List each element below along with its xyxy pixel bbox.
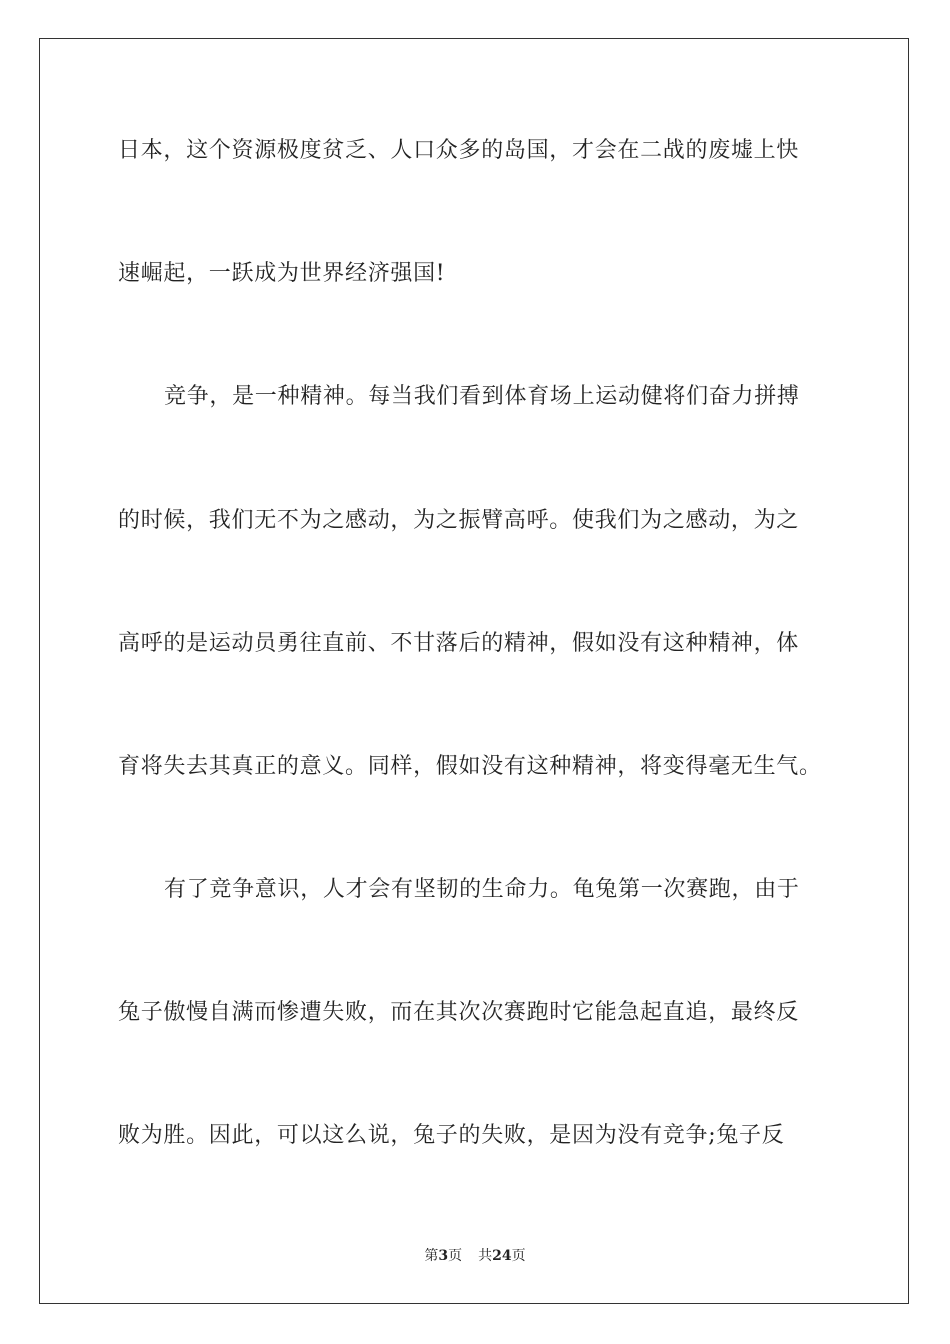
total-prefix: 共 bbox=[478, 1248, 493, 1264]
text-line-9: 败为胜。因此，可以这么说，兔子的失败，是因为没有竞争;兔子反 bbox=[118, 1123, 785, 1148]
text-line-1: 日本，这个资源极度贫乏、人口众多的岛国，才会在二战的废墟上快 bbox=[118, 138, 800, 163]
page-suffix: 页 bbox=[448, 1248, 463, 1264]
page-border bbox=[39, 38, 909, 1304]
text-line-8: 兔子傲慢自满而惨遭失败，而在其次次赛跑时它能急起直追，最终反 bbox=[118, 1000, 800, 1025]
page-prefix: 第 bbox=[424, 1248, 439, 1264]
page-number: 3 bbox=[438, 1248, 449, 1264]
text-line-3: 竞争，是一种精神。每当我们看到体育场上运动健将们奋力拼搏 bbox=[164, 384, 800, 409]
text-line-4: 的时候，我们无不为之感动，为之振臂高呼。使我们为之感动，为之 bbox=[118, 508, 800, 533]
text-line-5: 高呼的是运动员勇往直前、不甘落后的精神，假如没有这种精神，体 bbox=[118, 631, 800, 656]
text-line-7: 有了竞争意识，人才会有坚韧的生命力。龟兔第一次赛跑，由于 bbox=[164, 877, 800, 902]
total-suffix: 页 bbox=[511, 1248, 526, 1264]
text-line-2: 速崛起，一跃成为世界经济强国! bbox=[118, 261, 446, 286]
text-line-6: 育将失去其真正的意义。同样，假如没有这种精神，将变得毫无生气。 bbox=[118, 754, 822, 779]
page-footer bbox=[0, 1246, 950, 1266]
total-pages: 24 bbox=[492, 1248, 512, 1264]
